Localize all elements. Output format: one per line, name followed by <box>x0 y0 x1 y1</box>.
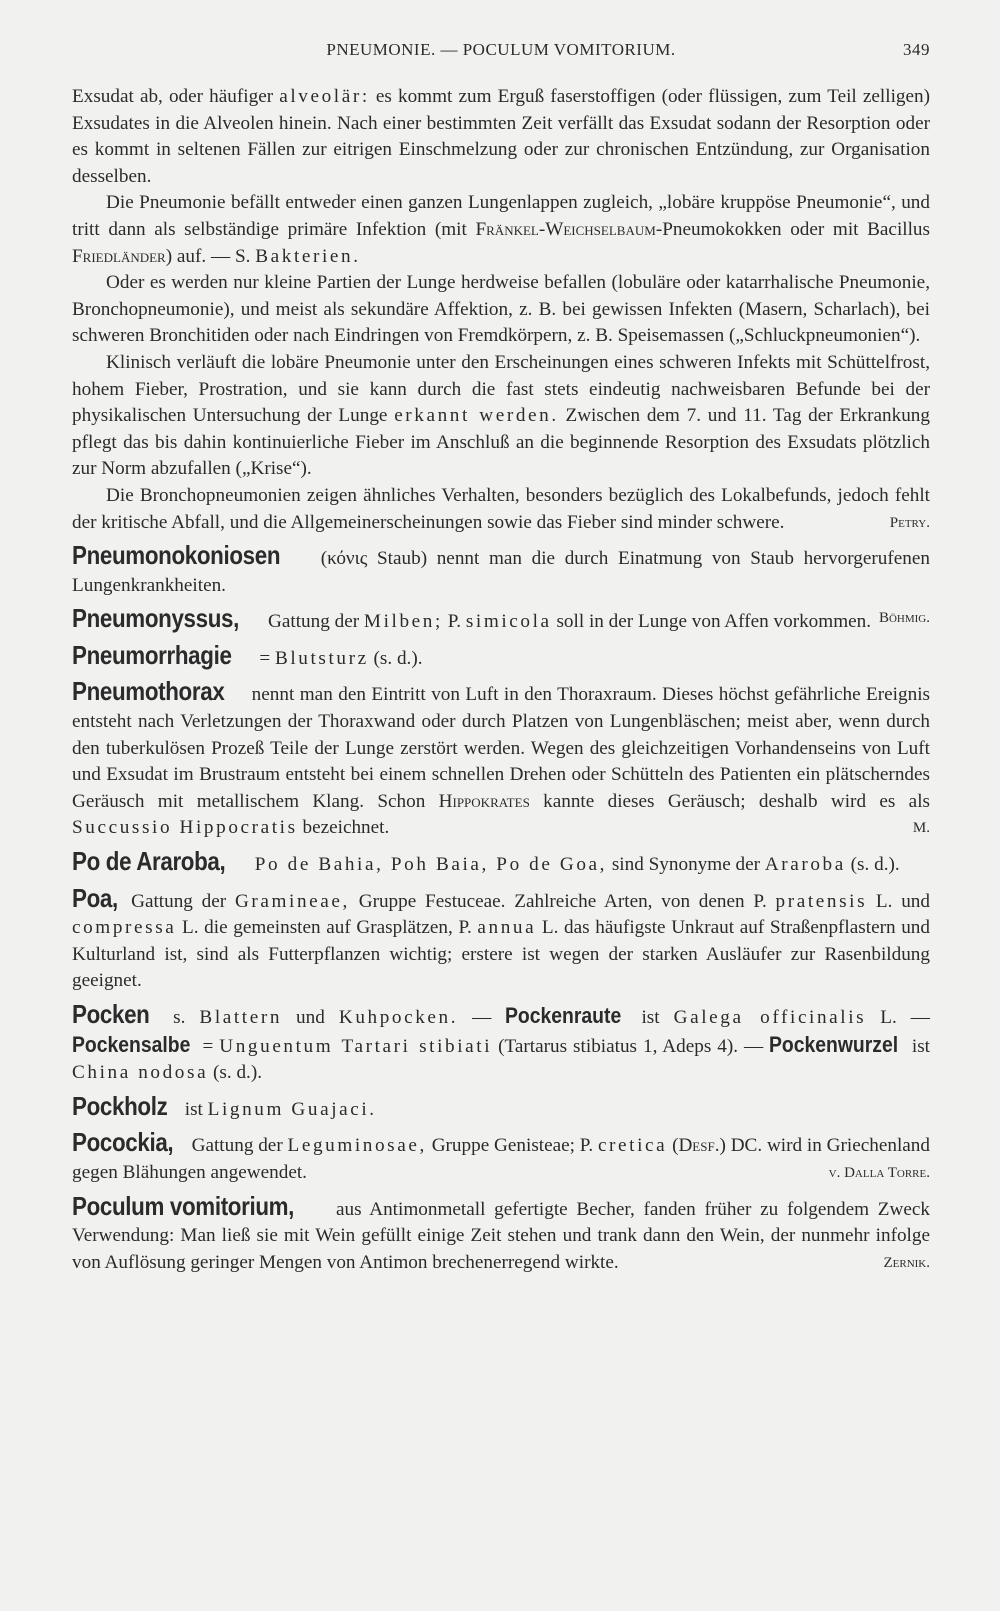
headword: Pneumonyssus, <box>72 603 240 634</box>
entry-pockholz: Pockholz ist Lignum Guajaci. <box>72 1090 377 1121</box>
entry-pneumonokoniosen: Pneumonokoniosen (κόνις Staub) nennt man die durch Einatmung von Staub hervorgerufenen Lungenkrankheiten. <box>72 540 930 596</box>
sub-headword: Pockenraute <box>505 1003 622 1028</box>
headword: Pneumonokoniosen <box>72 540 281 571</box>
headword: Pocken <box>72 999 150 1029</box>
entry-pocockia: Pocockia, Gattung der Leguminosae, Gruppe Genisteae; P. cretica (Desf.) DC. wird in Griechenland gegen Blähungen angewendet. v. Dalla Torre. <box>72 1129 930 1186</box>
header-title: PNEUMONIE. — POCULUM VOMITORIUM. <box>326 40 676 59</box>
author-signature: Petry. <box>889 514 930 531</box>
entry-pneumorrhagie: Pneumorrhagie = Blutsturz (s. d.). <box>72 639 423 670</box>
headword: Pocockia, <box>72 1127 174 1158</box>
sub-headword: Pockenwurzel <box>769 1031 899 1057</box>
page-number: 349 <box>903 40 930 59</box>
pneumonie-paragraph-4: Klinisch verläuft die lobäre Pneumonie unter den Erscheinungen eines schweren Infekts mit Schüttelfrost, hohem Fieber, Prostration, und sie kann durch die fast stets eindeutig nachweisbaren Befunde bei der physikalischen Untersuchung der Lunge erkannt werden. Zwischen dem 7. und 11. Tag der Erkrankung pflegt das bis dahin kontinuierliche Fieber im Anschluß an die beginnende Resorption des Exsudats plötzlich zur Norm abzufallen („Krise“). <box>72 351 930 480</box>
entry-pocken: Pocken s. Blattern und Kuhpocken. — Pockenraute ist Galega officinalis L. — Pockensalbe = Unguentum Tartari stibiati (Tartarus stibiatus 1, Adeps 4). — Pockenwurzel ist China nodosa (s. d.). <box>72 999 931 1084</box>
author-signature: Böhmig. <box>878 610 930 627</box>
headword: Po de Araroba, <box>72 846 226 877</box>
entry-pneumonyssus: Pneumonyssus, Gattung der Milben; P. simicola soll in der Lunge von Affen vorkommen. Böhmig. <box>72 603 930 634</box>
pneumonie-paragraph-5: Die Bronchopneumonien zeigen ähnliches Verhalten, besonders bezüglich des Lokalbefunds, jedoch fehlt der kritische Abfall, und die Allgemeinerscheinungen sowie das Fieber sind minder schwere. Petry. <box>72 483 930 536</box>
author-signature: Zernik. <box>883 1254 930 1271</box>
headword: Poa, <box>72 882 118 913</box>
author-signature: v. Dalla Torre. <box>828 1164 930 1181</box>
entry-po-de-araroba: Po de Araroba, Po de Bahia, Poh Baia, Po de Goa, sind Synonyme der Araroba (s. d.). <box>72 846 900 877</box>
entry-poculum-vomitorium: Poculum vomitorium, aus Antimonmetall gefertigte Becher, fanden früher zu folgendem Zweck Verwendung: Man ließ sie mit Wein gefüllt einige Zeit stehen und trank dann den Wein, der nunmehr infolge von Auflösung geringer Mengen von Antimon brechenerregend wirkte. Zernik. <box>72 1193 930 1277</box>
headword: Pneumothorax <box>72 676 225 707</box>
headword: Pockholz <box>72 1090 168 1121</box>
pneumonie-paragraph-2: Die Pneumonie befällt entweder einen ganzen Lungenlappen zugleich, „lobäre kruppöse Pneumonie“, und tritt dann als selbständige primäre Infektion (mit Fränkel-Weichselbaum-Pneumokokken oder mit Bacillus Friedländer) auf. — S. Bakterien. <box>72 192 930 267</box>
pneumonie-paragraph-1: Exsudat ab, oder häufiger alveolär: es kommt zum Erguß faserstoffigen (oder flüssigen, zum Teil zelligen) Exsudates in die Alveolen hinein. Nach einer bestimmten Zeit verfällt das Exsudat sodann der Resorption oder es kommt in seltenen Fällen zur eitrigen Einschmelzung oder zur chronischen Entzündung, zur Organisation desselben. <box>72 86 930 187</box>
headword: Pneumorrhagie <box>72 639 232 670</box>
article-body <box>72 84 930 1276</box>
author-signature: M. <box>912 820 930 837</box>
sub-headword: Pockensalbe <box>72 1031 191 1057</box>
pneumonie-paragraph-3: Oder es werden nur kleine Partien der Lunge herdweise befallen (lobuläre oder katarrhalische Pneumonie, Bronchopneumonie), und meist als sekundäre Affektion, z. B. bei gewissen Infekten (Masern, Scharlach), bei schweren Bronchitiden oder nach Eindringen von Fremdkörpern, z. B. Speisemassen („Schluckpneumonien“). <box>72 272 930 347</box>
running-header <box>72 40 930 68</box>
headword: Poculum vomitorium, <box>72 1190 295 1221</box>
entry-poa: Poa, Gattung der Gramineae, Gruppe Festuceae. Zahlreiche Arten, von denen P. pratensis L. und compressa L. die gemeinsten auf Grasplätzen, P. annua L. das häufigste Unkraut auf Straßenpflastern und Kulturland ist, sind als Futterpflanzen wichtig; erstere ist wegen der starken Ausläufer zur Rasenbildung geeignet. <box>72 882 930 992</box>
entry-pneumothorax: Pneumothorax nennt man den Eintritt von Luft in den Thoraxraum. Dieses höchst gefährliche Ereignis entsteht nach Verletzungen der Thoraxwand oder durch Platzen von Lungenbläschen; meist aber, wenn durch den tuberkulösen Prozeß Teile der Lunge zerstört werden. Wegen des gleichzeitigen Vorhandenseins von Luft und Exsudat im Brustraum entsteht bei einem schnellen Drehen oder Schütteln des Patienten ein plätscherndes Geräusch mit metallischem Klang. Schon Hippokrates kannte dieses Geräusch; deshalb wird es als Succussio Hippocratis bezeichnet. M. <box>72 678 930 842</box>
